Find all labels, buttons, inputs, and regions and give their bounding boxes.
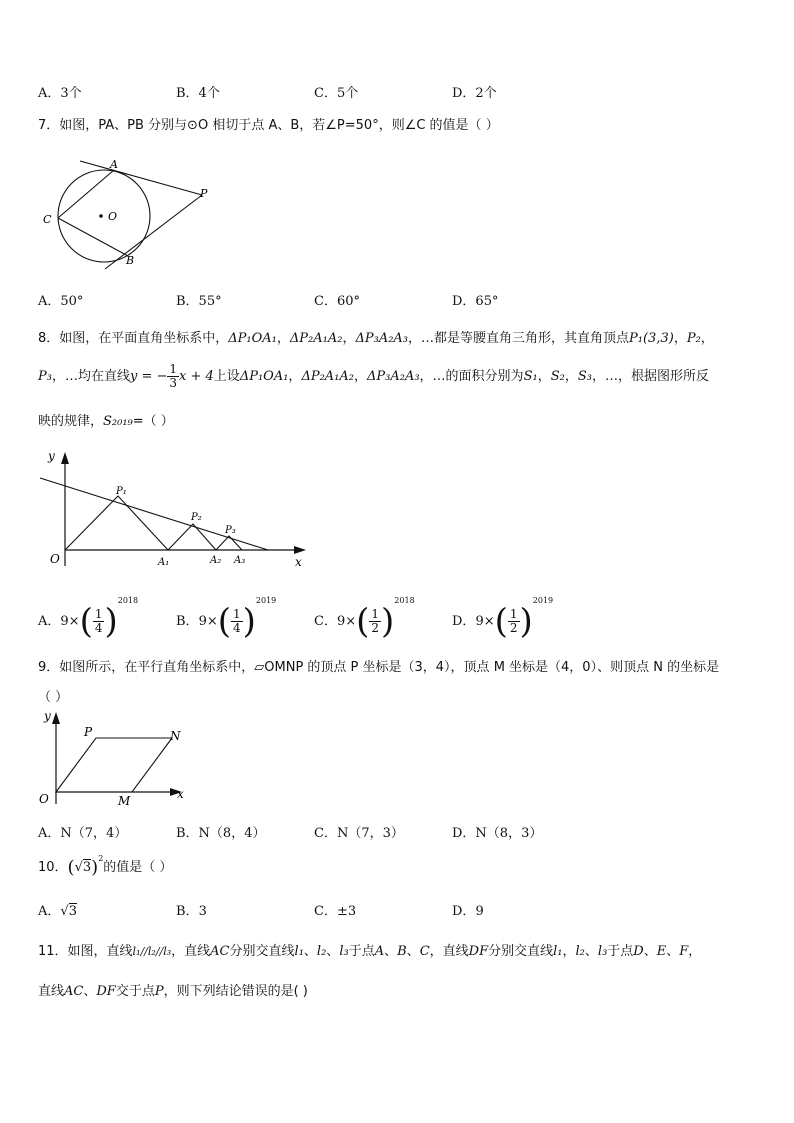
q7-option-c: C．60° (314, 294, 360, 309)
q8-point-p1: P₁(3,3) (629, 331, 674, 346)
q8-triangle-1: ΔP₁OA₁ (228, 331, 277, 346)
q8-triangle-2: ΔP₂A₁A₂ (301, 369, 354, 384)
q7-label-b: B (126, 254, 135, 267)
q10-exponent: 2 (98, 854, 104, 863)
q7-question: 7．如图，PA、PB 分别与⊙O 相切于点 A、B，若∠P=50°，则∠C 的值是（ ） (38, 118, 499, 133)
q8-s2: S₂ (550, 369, 565, 384)
q7-label-c: C (43, 213, 52, 226)
q8-s3: S₃ (577, 369, 592, 384)
q8-equation-fraction: $\frac{1}{3}$ (169, 362, 178, 390)
q7-figure (38, 152, 218, 277)
q8-s2019: S₂₀₁₉ (103, 414, 133, 429)
q10-option-b: B．3 (176, 904, 207, 919)
q8-axis-y: y (48, 449, 55, 463)
q8-figure (38, 448, 318, 574)
q9-line-1: 9．如图所示，在平行直角坐标系中，▱OMNP 的顶点 P 坐标是（3，4），顶点 M 坐标是（4，0）、则顶点 N 的坐标是 (38, 660, 720, 675)
q8-options (0, 596, 794, 640)
q6-option-b: B．4个 (176, 86, 220, 101)
q10-option-c: C．±3 (314, 904, 357, 919)
q8-label-p2: P₂ (191, 512, 202, 523)
q8-label-a3: A₃ (234, 555, 246, 566)
q7-label-a: A (110, 158, 118, 171)
q9-option-c: C．N（7，3） (314, 826, 404, 841)
q8-equation-y: y = − (129, 369, 168, 384)
q11-parallel-lines: l₁//l₂//l₃ (132, 945, 172, 958)
q10-question: 10．$(√3)^2$的值是（ ） (38, 854, 173, 878)
q8-option-c: C．9×( $\frac{1}{2}$ )$^{2018}$ (314, 596, 415, 642)
q9-label-m: M (118, 794, 131, 808)
q8-s1: S₁ (523, 369, 538, 384)
q9-label-p: P (84, 725, 93, 739)
q7-option-d: D．65° (452, 294, 499, 309)
q9-line-2: （ ） (38, 690, 69, 705)
q9-label-o: O (39, 792, 49, 806)
q8-triangle-1: ΔP₁OA₁ (239, 369, 289, 384)
q8-label-p1: P₁ (116, 486, 127, 497)
q8-line-2: P₃，…均在直线y = − $\frac{1}{3}$ x + 4上设ΔP₁OA₁，ΔP₂A₁A₂，ΔP₃A₂A₃，…的面积分别为S₁，S₂，S₃，…，根据图形所反 (38, 362, 709, 390)
q8-line-3 (38, 410, 174, 429)
q9-axis-y: y (44, 709, 51, 723)
q8-point-p2: P₂ (686, 331, 701, 346)
q8-triangle-2: ΔP₂A₁A₂ (289, 331, 343, 346)
q9-option-a: A．N（7，4） (38, 826, 128, 841)
q7-label-o: O (108, 210, 118, 223)
q8-point-p3: P₃ (38, 369, 52, 384)
q8-option-b: B．9×( $\frac{1}{4}$ )$^{2019}$ (176, 596, 277, 642)
q8-text: ，…都是等腰直角三角形，其直角顶点 (408, 331, 630, 346)
q8-text: ，…，根据图形所反 (591, 369, 709, 384)
q8-label-a1: A₁ (158, 557, 170, 568)
q8-axis-x: x (295, 555, 302, 569)
q9-option-d: D．N（8，3） (452, 826, 543, 841)
q9-label-n: N (170, 729, 181, 743)
q10-options (0, 900, 794, 920)
q9-option-b: B．N（8，4） (176, 826, 266, 841)
q9-figure (36, 706, 196, 810)
q10-number: 10． (38, 860, 68, 875)
q8-option-d: D．9×( $\frac{1}{2}$ )$^{2019}$ (452, 596, 554, 642)
q10-sqrt: √3 (74, 860, 92, 875)
q11-line-2: 直线AC、DF交于点P，则下列结论错误的是( ) (38, 984, 308, 999)
q7-options (0, 290, 794, 310)
q7-option-a: A．50° (38, 294, 84, 309)
q11-line-1: 11．如图，直线l₁//l₂//l₃，直线AC分别交直线l₁、l₂、l₃于点A、B、C，直线DF分别交直线l₁，l₂、l₃于点D、E、F， (38, 944, 702, 959)
q6-option-d: D．2个 (452, 86, 497, 101)
q8-text: 映的规律， (38, 414, 104, 429)
q8-label-p3: P₃ (225, 525, 236, 536)
q6-options (0, 82, 794, 102)
q8-triangle-3: ΔP₃A₂A₃ (367, 369, 420, 384)
q8-text: ，…的面积分别为 (419, 369, 524, 384)
q8-text: ，…均在直线 (51, 369, 130, 384)
q8-label-a2: A₂ (210, 555, 222, 566)
q10-option-d: D．9 (452, 904, 484, 919)
q8-triangle-3: ΔP₃A₂A₃ (355, 331, 409, 346)
q9-options (0, 822, 794, 842)
q8-option-a: A．9×( $\frac{1}{4}$ )$^{2018}$ (38, 596, 139, 642)
q10-option-a: A．√3 (38, 904, 77, 919)
q6-option-a: A．3个 (38, 86, 82, 101)
q7-option-b: B．55° (176, 294, 222, 309)
q9-axis-x: x (177, 787, 184, 801)
q10-text: 的值是（ ） (103, 860, 173, 875)
q8-label-o: O (50, 552, 60, 566)
q8-text: 8．如图，在平面直角坐标系中， (38, 331, 229, 346)
q8-line-1: 8．如图，在平面直角坐标系中，ΔP₁OA₁，ΔP₂A₁A₂，ΔP₃A₂A₃，…都是等腰直角三角形，其直角顶点P₁(3,3)，P₂， (38, 331, 714, 346)
q8-equation-rest: x + 4 (179, 369, 214, 384)
q7-label-p: P (200, 187, 208, 200)
q8-text: =（ ） (132, 414, 174, 429)
q6-option-c: C．5个 (314, 86, 359, 101)
q8-text: 上设 (213, 369, 240, 384)
